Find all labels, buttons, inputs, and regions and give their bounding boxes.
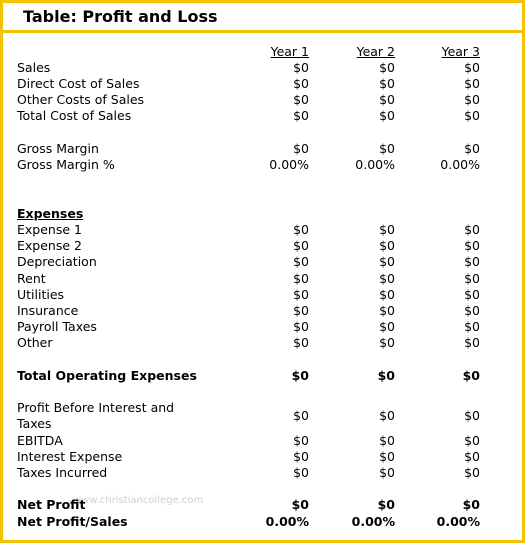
row-label: Utilities — [17, 287, 65, 302]
cell-year-2: 0.00% — [351, 514, 395, 529]
row-label: Profit Before Interest and Taxes — [17, 400, 175, 431]
cell-year-1: $0 — [293, 76, 309, 91]
row-label: Taxes Incurred — [17, 465, 108, 480]
table-row-payroll-taxes — [3, 319, 522, 335]
watermark: www.christiancollege.com — [73, 495, 204, 506]
cell-year-1: $0 — [293, 465, 309, 480]
table-row-other — [3, 335, 522, 351]
cell-year-2: $0 — [379, 60, 395, 75]
cell-year-1: $0 — [293, 141, 309, 156]
cell-year-2: $0 — [379, 465, 395, 480]
cell-year-1: $0 — [293, 238, 309, 253]
table-row-total-opex — [3, 368, 522, 384]
row-label: Depreciation — [17, 254, 97, 269]
row-label: Net Profit — [17, 497, 86, 512]
row-label: Sales — [17, 60, 51, 75]
table-row-expense-1 — [3, 222, 522, 238]
cell-year-1: $0 — [293, 254, 309, 269]
table-row-gross-margin-pct — [3, 157, 522, 173]
table-row-sales — [3, 60, 522, 76]
table-row-ebitda — [3, 433, 522, 449]
cell-year-1: $0 — [293, 60, 309, 75]
table-row-utilities — [3, 287, 522, 303]
row-label: EBITDA — [17, 433, 63, 448]
cell-year-1: $0 — [293, 319, 309, 334]
table-row-net-profit — [3, 497, 522, 513]
table-row-net-profit-sales — [3, 514, 522, 530]
cell-year-1: $0 — [293, 303, 309, 318]
cell-year-1: $0 — [293, 271, 309, 286]
cell-year-3: $0 — [464, 60, 480, 75]
cell-year-2: $0 — [377, 368, 395, 383]
cell-year-2: $0 — [379, 76, 395, 91]
row-label: Net Profit/Sales — [17, 514, 128, 529]
row-label: Rent — [17, 271, 46, 286]
cell-year-1: $0 — [293, 449, 309, 464]
table-row-profit-before-interest — [3, 400, 522, 432]
column-header-year-3: Year 3 — [441, 44, 480, 59]
cell-year-2: $0 — [379, 141, 395, 156]
cell-year-3: $0 — [464, 433, 480, 448]
cell-year-3: $0 — [464, 271, 480, 286]
page-title: Table: Profit and Loss — [23, 7, 218, 26]
cell-year-1: $0 — [293, 287, 309, 302]
cell-year-2: $0 — [379, 335, 395, 350]
table-row-rent — [3, 271, 522, 287]
cell-year-3: $0 — [464, 287, 480, 302]
row-label: Gross Margin — [17, 141, 99, 156]
cell-year-2: $0 — [379, 222, 395, 237]
table-row-direct-cost — [3, 76, 522, 92]
cell-year-3: 0.00% — [436, 514, 480, 529]
cell-year-3: $0 — [464, 238, 480, 253]
table-row-total-cost — [3, 108, 522, 124]
row-label: Expense 1 — [17, 222, 82, 237]
cell-year-1: $0 — [293, 92, 309, 107]
row-label: Expense 2 — [17, 238, 82, 253]
cell-year-2: $0 — [379, 92, 395, 107]
cell-year-2: $0 — [379, 287, 395, 302]
table-row-taxes-incurred — [3, 465, 522, 481]
cell-year-1: $0 — [293, 108, 309, 123]
cell-year-3: $0 — [464, 303, 480, 318]
cell-year-3: $0 — [464, 319, 480, 334]
cell-year-1: $0 — [291, 497, 309, 512]
cell-year-2: $0 — [379, 449, 395, 464]
cell-year-3: $0 — [462, 497, 480, 512]
table-row-gross-margin — [3, 141, 522, 157]
cell-year-2: $0 — [379, 303, 395, 318]
cell-year-3: 0.00% — [440, 157, 480, 172]
cell-year-2: $0 — [379, 271, 395, 286]
cell-year-2: $0 — [377, 497, 395, 512]
cell-year-1: $0 — [293, 433, 309, 448]
cell-year-2: $0 — [379, 319, 395, 334]
cell-year-3: $0 — [462, 368, 480, 383]
table-row-other-costs — [3, 92, 522, 108]
table-row-insurance — [3, 303, 522, 319]
cell-year-2: $0 — [379, 433, 395, 448]
cell-year-3: $0 — [464, 222, 480, 237]
row-label: Other — [17, 335, 53, 350]
cell-year-3: $0 — [464, 141, 480, 156]
cell-year-1: $0 — [293, 408, 309, 423]
cell-year-3: $0 — [464, 254, 480, 269]
column-header-year-2: Year 2 — [356, 44, 395, 59]
expenses-section-header — [3, 206, 522, 222]
cell-year-3: $0 — [464, 76, 480, 91]
cell-year-1: 0.00% — [269, 157, 309, 172]
row-label: Total Operating Expenses — [17, 368, 197, 383]
cell-year-3: $0 — [464, 335, 480, 350]
row-label: Other Costs of Sales — [17, 92, 145, 107]
cell-year-3: $0 — [464, 449, 480, 464]
cell-year-2: $0 — [379, 238, 395, 253]
table-row-interest-expense — [3, 449, 522, 465]
cell-year-2: $0 — [379, 408, 395, 423]
section-heading: Expenses — [17, 206, 84, 221]
cell-year-2: 0.00% — [355, 157, 395, 172]
column-header-row — [3, 44, 522, 60]
cell-year-1: $0 — [291, 368, 309, 383]
row-label: Interest Expense — [17, 449, 123, 464]
row-label: Payroll Taxes — [17, 319, 97, 334]
row-label: Insurance — [17, 303, 79, 318]
table-row-depreciation — [3, 254, 522, 270]
column-header-year-1: Year 1 — [270, 44, 309, 59]
cell-year-2: $0 — [379, 254, 395, 269]
cell-year-1: 0.00% — [265, 514, 309, 529]
table-row-expense-2 — [3, 238, 522, 254]
cell-year-3: $0 — [464, 408, 480, 423]
cell-year-3: $0 — [464, 465, 480, 480]
cell-year-3: $0 — [464, 92, 480, 107]
cell-year-3: $0 — [464, 108, 480, 123]
cell-year-2: $0 — [379, 108, 395, 123]
cell-year-1: $0 — [293, 222, 309, 237]
row-label: Gross Margin % — [17, 157, 115, 172]
pl-table — [3, 3, 522, 540]
row-label: Direct Cost of Sales — [17, 76, 140, 91]
row-label: Total Cost of Sales — [17, 108, 132, 123]
cell-year-1: $0 — [293, 335, 309, 350]
